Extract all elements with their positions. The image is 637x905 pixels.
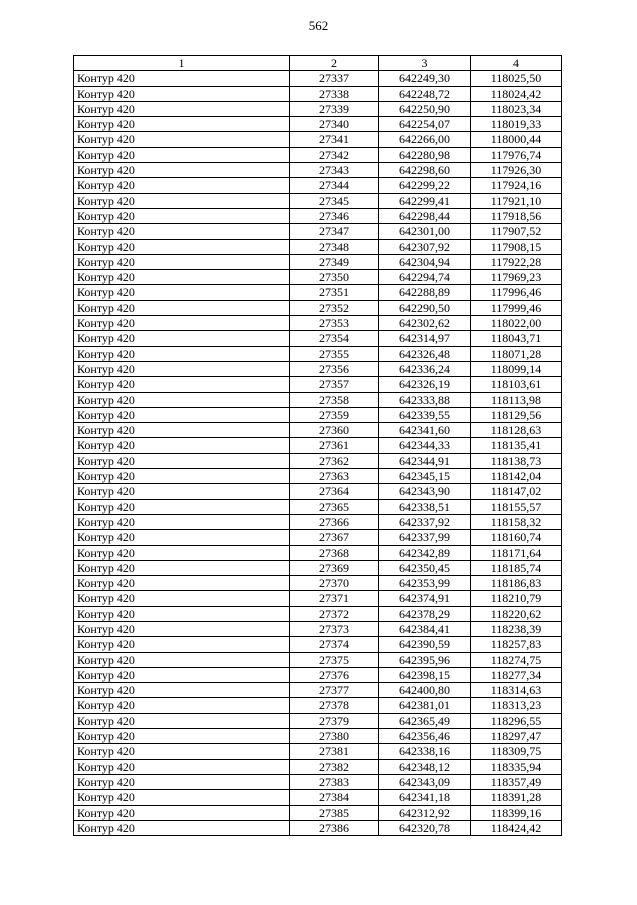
table-row bbox=[74, 790, 562, 805]
table-row bbox=[74, 178, 562, 193]
y-coordinate-cell: 118129,56 bbox=[471, 407, 562, 422]
point-number-cell: 27342 bbox=[290, 147, 379, 162]
point-number-cell: 27383 bbox=[290, 774, 379, 789]
y-coordinate-cell: 118171,64 bbox=[471, 545, 562, 560]
x-coordinate-cell: 642344,91 bbox=[379, 453, 471, 468]
table-row bbox=[74, 621, 562, 636]
point-number-cell: 27351 bbox=[290, 285, 379, 300]
y-coordinate-cell: 118210,79 bbox=[471, 591, 562, 606]
table-row bbox=[74, 423, 562, 438]
point-number-cell: 27350 bbox=[290, 270, 379, 285]
y-coordinate-cell: 118309,75 bbox=[471, 744, 562, 759]
x-coordinate-cell: 642299,22 bbox=[379, 178, 471, 193]
point-number-cell: 27367 bbox=[290, 530, 379, 545]
point-number-cell: 27363 bbox=[290, 469, 379, 484]
x-coordinate-cell: 642290,50 bbox=[379, 300, 471, 315]
point-number-cell: 27355 bbox=[290, 346, 379, 361]
point-number-cell: 27376 bbox=[290, 667, 379, 682]
point-number-cell: 27354 bbox=[290, 331, 379, 346]
x-coordinate-cell: 642400,80 bbox=[379, 683, 471, 698]
point-number-cell: 27366 bbox=[290, 514, 379, 529]
y-coordinate-cell: 118099,14 bbox=[471, 361, 562, 376]
y-coordinate-cell: 118103,61 bbox=[471, 377, 562, 392]
x-coordinate-cell: 642314,97 bbox=[379, 331, 471, 346]
y-coordinate-cell: 118025,50 bbox=[471, 71, 562, 86]
contour-name-cell: Контур 420 bbox=[74, 698, 290, 713]
y-coordinate-cell: 118257,83 bbox=[471, 637, 562, 652]
table-row bbox=[74, 239, 562, 254]
table-row bbox=[74, 514, 562, 529]
point-number-cell: 27340 bbox=[290, 117, 379, 132]
x-coordinate-cell: 642337,92 bbox=[379, 514, 471, 529]
point-number-cell: 27357 bbox=[290, 377, 379, 392]
x-coordinate-cell: 642337,99 bbox=[379, 530, 471, 545]
x-coordinate-cell: 642365,49 bbox=[379, 713, 471, 728]
table-row bbox=[74, 224, 562, 239]
contour-name-cell: Контур 420 bbox=[74, 713, 290, 728]
x-coordinate-cell: 642378,29 bbox=[379, 606, 471, 621]
y-coordinate-cell: 118185,74 bbox=[471, 560, 562, 575]
point-number-cell: 27378 bbox=[290, 698, 379, 713]
table-row bbox=[74, 591, 562, 606]
table-row bbox=[74, 667, 562, 682]
contour-name-cell: Контур 420 bbox=[74, 254, 290, 269]
contour-name-cell: Контур 420 bbox=[74, 790, 290, 805]
contour-name-cell: Контур 420 bbox=[74, 178, 290, 193]
table-row bbox=[74, 346, 562, 361]
contour-name-cell: Контур 420 bbox=[74, 637, 290, 652]
table-row bbox=[74, 254, 562, 269]
y-coordinate-cell: 118023,34 bbox=[471, 101, 562, 116]
table-row bbox=[74, 453, 562, 468]
table-row bbox=[74, 377, 562, 392]
contour-name-cell: Контур 420 bbox=[74, 224, 290, 239]
x-coordinate-cell: 642381,01 bbox=[379, 698, 471, 713]
table-row bbox=[74, 270, 562, 285]
x-coordinate-cell: 642294,74 bbox=[379, 270, 471, 285]
table-row bbox=[74, 698, 562, 713]
table-row bbox=[74, 805, 562, 820]
table-row bbox=[74, 147, 562, 162]
contour-name-cell: Контур 420 bbox=[74, 163, 290, 178]
y-coordinate-cell: 117924,16 bbox=[471, 178, 562, 193]
x-coordinate-cell: 642301,00 bbox=[379, 224, 471, 239]
point-number-cell: 27379 bbox=[290, 713, 379, 728]
contour-name-cell: Контур 420 bbox=[74, 270, 290, 285]
x-coordinate-cell: 642336,24 bbox=[379, 361, 471, 376]
y-coordinate-cell: 118019,33 bbox=[471, 117, 562, 132]
y-coordinate-cell: 118313,23 bbox=[471, 698, 562, 713]
y-coordinate-cell: 118297,47 bbox=[471, 729, 562, 744]
column-header-2: 2 bbox=[290, 56, 379, 71]
y-coordinate-cell: 118335,94 bbox=[471, 759, 562, 774]
table-row bbox=[74, 71, 562, 86]
y-coordinate-cell: 117922,28 bbox=[471, 254, 562, 269]
table-row bbox=[74, 163, 562, 178]
table-row bbox=[74, 469, 562, 484]
point-number-cell: 27362 bbox=[290, 453, 379, 468]
contour-name-cell: Контур 420 bbox=[74, 147, 290, 162]
y-coordinate-cell: 118391,28 bbox=[471, 790, 562, 805]
coordinates-table bbox=[73, 55, 562, 836]
table-row bbox=[74, 637, 562, 652]
point-number-cell: 27361 bbox=[290, 438, 379, 453]
x-coordinate-cell: 642341,60 bbox=[379, 423, 471, 438]
y-coordinate-cell: 118357,49 bbox=[471, 774, 562, 789]
point-number-cell: 27370 bbox=[290, 576, 379, 591]
table-row bbox=[74, 759, 562, 774]
y-coordinate-cell: 118220,62 bbox=[471, 606, 562, 621]
point-number-cell: 27347 bbox=[290, 224, 379, 239]
contour-name-cell: Контур 420 bbox=[74, 239, 290, 254]
table-row bbox=[74, 683, 562, 698]
x-coordinate-cell: 642288,89 bbox=[379, 285, 471, 300]
x-coordinate-cell: 642345,15 bbox=[379, 469, 471, 484]
contour-name-cell: Контур 420 bbox=[74, 545, 290, 560]
table-row bbox=[74, 392, 562, 407]
table-row bbox=[74, 438, 562, 453]
x-coordinate-cell: 642248,72 bbox=[379, 86, 471, 101]
x-coordinate-cell: 642326,19 bbox=[379, 377, 471, 392]
x-coordinate-cell: 642384,41 bbox=[379, 621, 471, 636]
contour-name-cell: Контур 420 bbox=[74, 407, 290, 422]
table-row bbox=[74, 117, 562, 132]
contour-name-cell: Контур 420 bbox=[74, 652, 290, 667]
point-number-cell: 27381 bbox=[290, 744, 379, 759]
contour-name-cell: Контур 420 bbox=[74, 117, 290, 132]
contour-name-cell: Контур 420 bbox=[74, 316, 290, 331]
y-coordinate-cell: 117921,10 bbox=[471, 193, 562, 208]
table-row bbox=[74, 774, 562, 789]
table-row bbox=[74, 361, 562, 376]
y-coordinate-cell: 118274,75 bbox=[471, 652, 562, 667]
contour-name-cell: Контур 420 bbox=[74, 499, 290, 514]
contour-name-cell: Контур 420 bbox=[74, 193, 290, 208]
y-coordinate-cell: 118000,44 bbox=[471, 132, 562, 147]
y-coordinate-cell: 117999,46 bbox=[471, 300, 562, 315]
point-number-cell: 27382 bbox=[290, 759, 379, 774]
point-number-cell: 27368 bbox=[290, 545, 379, 560]
y-coordinate-cell: 117969,23 bbox=[471, 270, 562, 285]
x-coordinate-cell: 642298,44 bbox=[379, 208, 471, 223]
point-number-cell: 27365 bbox=[290, 499, 379, 514]
x-coordinate-cell: 642398,15 bbox=[379, 667, 471, 682]
table-row bbox=[74, 208, 562, 223]
point-number-cell: 27373 bbox=[290, 621, 379, 636]
table-row bbox=[74, 606, 562, 621]
y-coordinate-cell: 118024,42 bbox=[471, 86, 562, 101]
contour-name-cell: Контур 420 bbox=[74, 423, 290, 438]
y-coordinate-cell: 118399,16 bbox=[471, 805, 562, 820]
contour-name-cell: Контур 420 bbox=[74, 576, 290, 591]
column-header-3: 3 bbox=[379, 56, 471, 71]
y-coordinate-cell: 118238,39 bbox=[471, 621, 562, 636]
contour-name-cell: Контур 420 bbox=[74, 484, 290, 499]
x-coordinate-cell: 642298,60 bbox=[379, 163, 471, 178]
y-coordinate-cell: 118186,83 bbox=[471, 576, 562, 591]
contour-name-cell: Контур 420 bbox=[74, 71, 290, 86]
point-number-cell: 27356 bbox=[290, 361, 379, 376]
x-coordinate-cell: 642307,92 bbox=[379, 239, 471, 254]
y-coordinate-cell: 118113,98 bbox=[471, 392, 562, 407]
point-number-cell: 27353 bbox=[290, 316, 379, 331]
point-number-cell: 27359 bbox=[290, 407, 379, 422]
contour-name-cell: Контур 420 bbox=[74, 208, 290, 223]
contour-name-cell: Контур 420 bbox=[74, 331, 290, 346]
table-row bbox=[74, 530, 562, 545]
contour-name-cell: Контур 420 bbox=[74, 285, 290, 300]
x-coordinate-cell: 642343,90 bbox=[379, 484, 471, 499]
contour-name-cell: Контур 420 bbox=[74, 683, 290, 698]
contour-name-cell: Контур 420 bbox=[74, 759, 290, 774]
table-row bbox=[74, 744, 562, 759]
table-row bbox=[74, 132, 562, 147]
point-number-cell: 27369 bbox=[290, 560, 379, 575]
x-coordinate-cell: 642390,59 bbox=[379, 637, 471, 652]
x-coordinate-cell: 642341,18 bbox=[379, 790, 471, 805]
point-number-cell: 27339 bbox=[290, 101, 379, 116]
contour-name-cell: Контур 420 bbox=[74, 361, 290, 376]
x-coordinate-cell: 642374,91 bbox=[379, 591, 471, 606]
contour-name-cell: Контур 420 bbox=[74, 469, 290, 484]
table-row bbox=[74, 545, 562, 560]
point-number-cell: 27352 bbox=[290, 300, 379, 315]
y-coordinate-cell: 117926,30 bbox=[471, 163, 562, 178]
table-row bbox=[74, 820, 562, 835]
table-header-row bbox=[74, 56, 562, 71]
contour-name-cell: Контур 420 bbox=[74, 346, 290, 361]
table-row bbox=[74, 285, 562, 300]
x-coordinate-cell: 642395,96 bbox=[379, 652, 471, 667]
x-coordinate-cell: 642348,12 bbox=[379, 759, 471, 774]
contour-name-cell: Контур 420 bbox=[74, 101, 290, 116]
point-number-cell: 27384 bbox=[290, 790, 379, 805]
x-coordinate-cell: 642356,46 bbox=[379, 729, 471, 744]
point-number-cell: 27380 bbox=[290, 729, 379, 744]
y-coordinate-cell: 118022,00 bbox=[471, 316, 562, 331]
table-row bbox=[74, 193, 562, 208]
column-header-1: 1 bbox=[74, 56, 290, 71]
contour-name-cell: Контур 420 bbox=[74, 514, 290, 529]
y-coordinate-cell: 118158,32 bbox=[471, 514, 562, 529]
y-coordinate-cell: 118071,28 bbox=[471, 346, 562, 361]
x-coordinate-cell: 642302,62 bbox=[379, 316, 471, 331]
y-coordinate-cell: 118128,63 bbox=[471, 423, 562, 438]
x-coordinate-cell: 642343,09 bbox=[379, 774, 471, 789]
x-coordinate-cell: 642342,89 bbox=[379, 545, 471, 560]
y-coordinate-cell: 117907,52 bbox=[471, 224, 562, 239]
point-number-cell: 27372 bbox=[290, 606, 379, 621]
contour-name-cell: Контур 420 bbox=[74, 744, 290, 759]
x-coordinate-cell: 642326,48 bbox=[379, 346, 471, 361]
point-number-cell: 27348 bbox=[290, 239, 379, 254]
point-number-cell: 27344 bbox=[290, 178, 379, 193]
contour-name-cell: Контур 420 bbox=[74, 377, 290, 392]
x-coordinate-cell: 642280,98 bbox=[379, 147, 471, 162]
point-number-cell: 27358 bbox=[290, 392, 379, 407]
y-coordinate-cell: 118142,04 bbox=[471, 469, 562, 484]
table-row bbox=[74, 499, 562, 514]
y-coordinate-cell: 118147,02 bbox=[471, 484, 562, 499]
table-row bbox=[74, 652, 562, 667]
page-number: 562 bbox=[308, 18, 329, 33]
table-row bbox=[74, 484, 562, 499]
contour-name-cell: Контур 420 bbox=[74, 591, 290, 606]
y-coordinate-cell: 117996,46 bbox=[471, 285, 562, 300]
contour-name-cell: Контур 420 bbox=[74, 86, 290, 101]
point-number-cell: 27341 bbox=[290, 132, 379, 147]
contour-name-cell: Контур 420 bbox=[74, 530, 290, 545]
table-row bbox=[74, 560, 562, 575]
contour-name-cell: Контур 420 bbox=[74, 729, 290, 744]
contour-name-cell: Контур 420 bbox=[74, 132, 290, 147]
point-number-cell: 27374 bbox=[290, 637, 379, 652]
x-coordinate-cell: 642353,99 bbox=[379, 576, 471, 591]
contour-name-cell: Контур 420 bbox=[74, 805, 290, 820]
contour-name-cell: Контур 420 bbox=[74, 438, 290, 453]
y-coordinate-cell: 118314,63 bbox=[471, 683, 562, 698]
table-row bbox=[74, 300, 562, 315]
point-number-cell: 27349 bbox=[290, 254, 379, 269]
x-coordinate-cell: 642338,16 bbox=[379, 744, 471, 759]
table-row bbox=[74, 331, 562, 346]
point-number-cell: 27386 bbox=[290, 820, 379, 835]
x-coordinate-cell: 642344,33 bbox=[379, 438, 471, 453]
contour-name-cell: Контур 420 bbox=[74, 560, 290, 575]
point-number-cell: 27377 bbox=[290, 683, 379, 698]
contour-name-cell: Контур 420 bbox=[74, 621, 290, 636]
table-row bbox=[74, 407, 562, 422]
table-row bbox=[74, 316, 562, 331]
x-coordinate-cell: 642312,92 bbox=[379, 805, 471, 820]
point-number-cell: 27346 bbox=[290, 208, 379, 223]
point-number-cell: 27345 bbox=[290, 193, 379, 208]
x-coordinate-cell: 642320,78 bbox=[379, 820, 471, 835]
y-coordinate-cell: 118043,71 bbox=[471, 331, 562, 346]
table-row bbox=[74, 713, 562, 728]
column-header-4: 4 bbox=[471, 56, 562, 71]
y-coordinate-cell: 118296,55 bbox=[471, 713, 562, 728]
table-body bbox=[74, 71, 562, 836]
y-coordinate-cell: 118424,42 bbox=[471, 820, 562, 835]
contour-name-cell: Контур 420 bbox=[74, 820, 290, 835]
y-coordinate-cell: 118277,34 bbox=[471, 667, 562, 682]
point-number-cell: 27338 bbox=[290, 86, 379, 101]
x-coordinate-cell: 642250,90 bbox=[379, 101, 471, 116]
x-coordinate-cell: 642299,41 bbox=[379, 193, 471, 208]
y-coordinate-cell: 117908,15 bbox=[471, 239, 562, 254]
y-coordinate-cell: 118155,57 bbox=[471, 499, 562, 514]
y-coordinate-cell: 117918,56 bbox=[471, 208, 562, 223]
contour-name-cell: Контур 420 bbox=[74, 774, 290, 789]
x-coordinate-cell: 642254,07 bbox=[379, 117, 471, 132]
point-number-cell: 27385 bbox=[290, 805, 379, 820]
x-coordinate-cell: 642304,94 bbox=[379, 254, 471, 269]
y-coordinate-cell: 117976,74 bbox=[471, 147, 562, 162]
point-number-cell: 27375 bbox=[290, 652, 379, 667]
table-row bbox=[74, 729, 562, 744]
point-number-cell: 27337 bbox=[290, 71, 379, 86]
y-coordinate-cell: 118138,73 bbox=[471, 453, 562, 468]
table-row bbox=[74, 86, 562, 101]
point-number-cell: 27343 bbox=[290, 163, 379, 178]
x-coordinate-cell: 642266,00 bbox=[379, 132, 471, 147]
table-row bbox=[74, 101, 562, 116]
point-number-cell: 27360 bbox=[290, 423, 379, 438]
x-coordinate-cell: 642339,55 bbox=[379, 407, 471, 422]
x-coordinate-cell: 642338,51 bbox=[379, 499, 471, 514]
contour-name-cell: Контур 420 bbox=[74, 606, 290, 621]
contour-name-cell: Контур 420 bbox=[74, 667, 290, 682]
y-coordinate-cell: 118160,74 bbox=[471, 530, 562, 545]
contour-name-cell: Контур 420 bbox=[74, 300, 290, 315]
x-coordinate-cell: 642333,88 bbox=[379, 392, 471, 407]
x-coordinate-cell: 642249,30 bbox=[379, 71, 471, 86]
point-number-cell: 27364 bbox=[290, 484, 379, 499]
x-coordinate-cell: 642350,45 bbox=[379, 560, 471, 575]
table-row bbox=[74, 576, 562, 591]
contour-name-cell: Контур 420 bbox=[74, 453, 290, 468]
contour-name-cell: Контур 420 bbox=[74, 392, 290, 407]
point-number-cell: 27371 bbox=[290, 591, 379, 606]
y-coordinate-cell: 118135,41 bbox=[471, 438, 562, 453]
